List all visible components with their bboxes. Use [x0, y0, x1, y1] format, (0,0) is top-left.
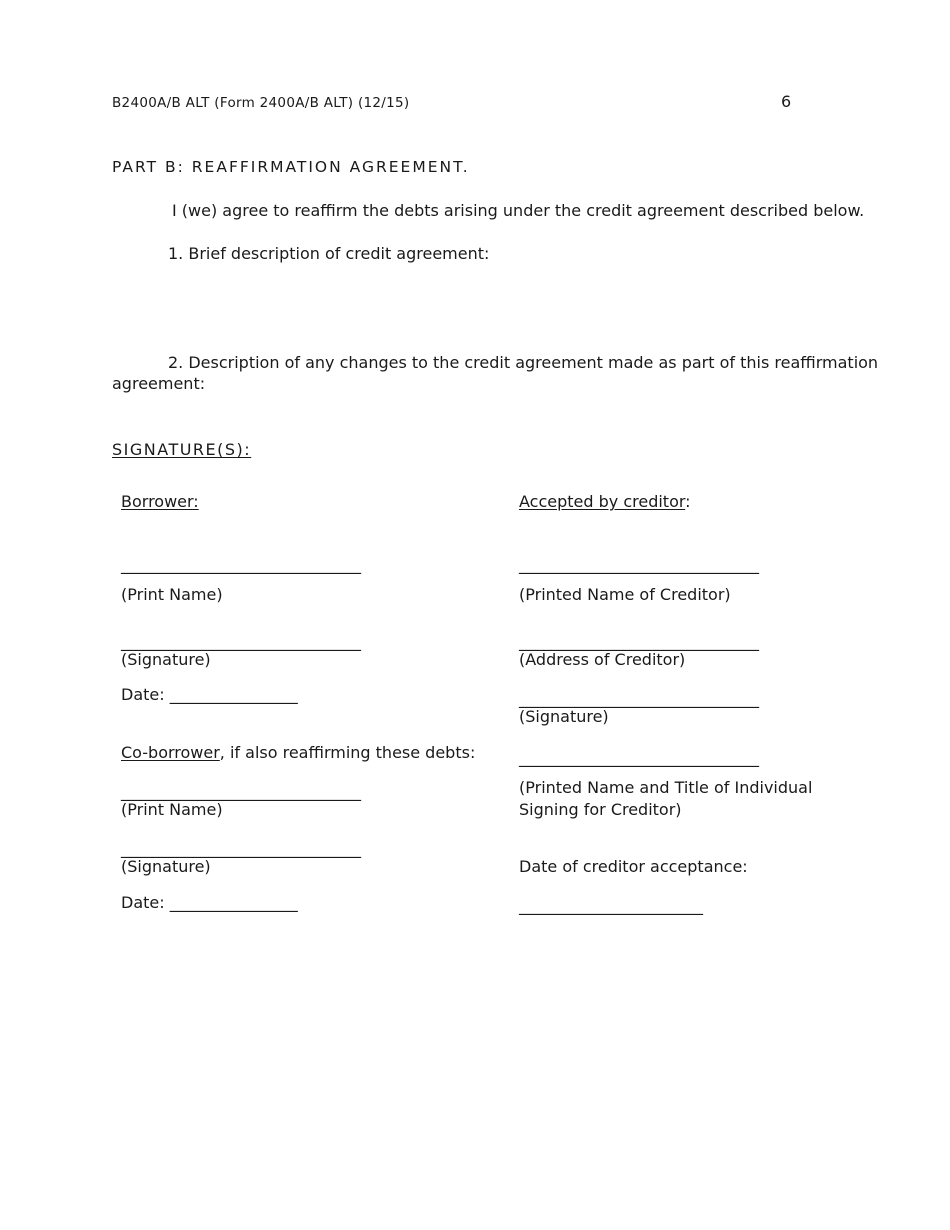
item-2-text: 2. Description of any changes to the credit agreement made as part of this reaffirmation: [168, 353, 879, 372]
coborrower-date-field[interactable]: Date: ________________: [121, 893, 298, 912]
creditor-address-line[interactable]: ______________________________: [519, 632, 759, 651]
creditor-title-line[interactable]: ______________________________: [519, 748, 759, 767]
item-2-text-cont: agreement:: [112, 374, 206, 393]
borrower-heading: Borrower:: [121, 492, 199, 511]
creditor-acceptance-date-line[interactable]: _______________________: [519, 896, 703, 915]
creditor-heading-rest: :: [685, 492, 691, 511]
coborrower-signature-label: (Signature): [121, 857, 211, 876]
signatures-heading: SIGNATURE(S):: [112, 440, 252, 459]
borrower-signature-line[interactable]: ______________________________: [121, 632, 361, 651]
coborrower-name-line[interactable]: ______________________________: [121, 782, 361, 801]
creditor-name-line[interactable]: ______________________________: [519, 555, 759, 574]
creditor-signature-label: (Signature): [519, 707, 609, 726]
creditor-title-label-2: Signing for Creditor): [519, 800, 682, 819]
item-1-text: 1. Brief description of credit agreement:: [168, 244, 490, 263]
page-number: 6: [781, 92, 792, 111]
creditor-printed-name-label: (Printed Name of Creditor): [519, 585, 731, 604]
creditor-acceptance-date-label: Date of creditor acceptance:: [519, 857, 748, 876]
coborrower-signature-line[interactable]: ______________________________: [121, 839, 361, 858]
part-title: PART B: REAFFIRMATION AGREEMENT.: [112, 158, 470, 176]
borrower-date-field[interactable]: Date: ________________: [121, 685, 298, 704]
creditor-heading: [519, 492, 691, 512]
creditor-heading-link: Accepted by creditor: [519, 492, 686, 511]
coborrower-heading-link: Co-borrower: [121, 743, 220, 762]
borrower-signature-label: (Signature): [121, 650, 211, 669]
creditor-address-label: (Address of Creditor): [519, 650, 686, 669]
coborrower-heading-rest: , if also reaffirming these debts:: [219, 743, 476, 762]
creditor-title-label-1: (Printed Name and Title of Individual: [519, 778, 813, 797]
coborrower-print-name-label: (Print Name): [121, 800, 223, 819]
creditor-signature-line[interactable]: ______________________________: [519, 689, 759, 708]
coborrower-heading: [121, 743, 475, 763]
intro-text: I (we) agree to reaffirm the debts arising under the credit agreement described below.: [172, 201, 865, 220]
borrower-print-name-label: (Print Name): [121, 585, 223, 604]
borrower-name-line[interactable]: ______________________________: [121, 555, 361, 574]
form-id: B2400A/B ALT (Form 2400A/B ALT) (12/15): [112, 95, 410, 111]
